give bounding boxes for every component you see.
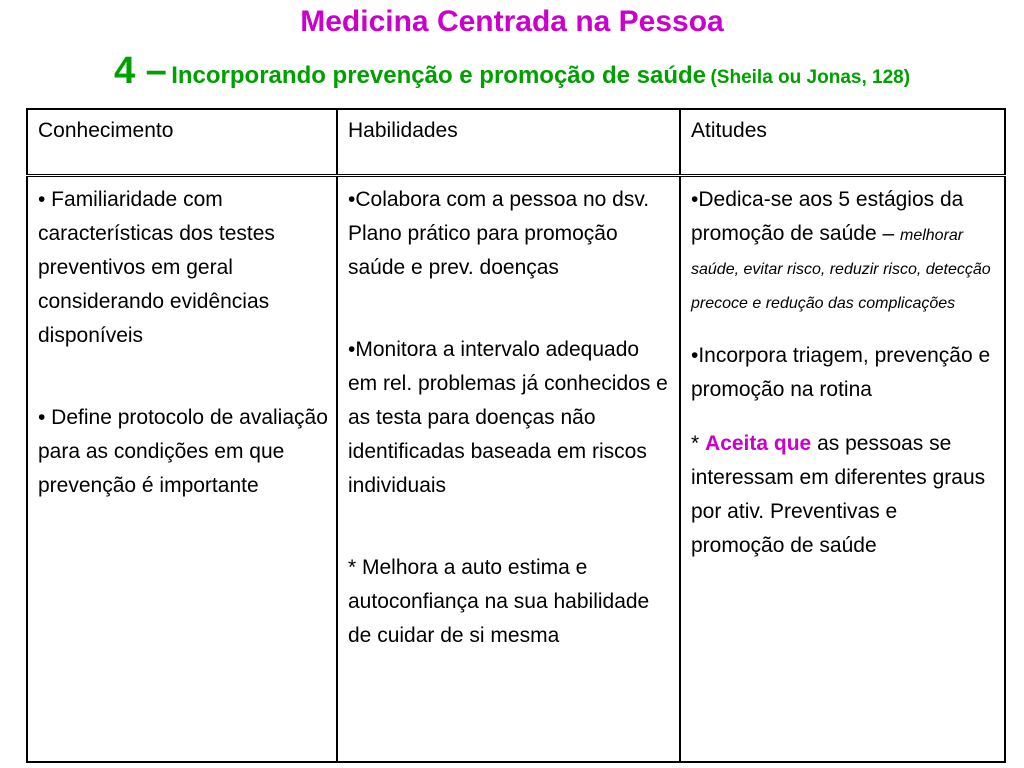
atitudes-item-3 [691, 427, 996, 563]
cell-atitudes [680, 176, 1005, 763]
cell-conhecimento [27, 176, 337, 763]
slide-subtitle [0, 48, 1024, 102]
habilidades-item-3: * Melhora a auto estima e autoconfiança na sua habilidade de cuidar de si mesma [348, 556, 650, 647]
atitudes-item-1-main: •Dedica-se aos 5 estágios da promoção de saúde – [691, 188, 964, 245]
conhecimento-item-1: • Familiaridade com características dos testes preventivos em geral considerando evidências disponíveis [38, 188, 275, 347]
subtitle-number: 4 – [113, 50, 167, 92]
atitudes-item-3-rest: as pessoas se interessam em diferentes graus por ativ. Preventivas e promoção de saúde [691, 432, 986, 557]
subtitle-text: Incorporando prevenção e promoção de saúde [171, 62, 707, 89]
slide-title: Medicina Centrada na Pessoa [300, 5, 724, 38]
conhecimento-item-2: • Define protocolo de avaliação para as condições em que prevenção é importante [38, 406, 328, 497]
competencies-table [26, 108, 1006, 763]
header-conhecimento: Conhecimento [27, 109, 337, 176]
atitudes-item-3-accent: Aceita que [705, 432, 812, 455]
table-body-row [27, 176, 1005, 763]
header-habilidades: Habilidades [337, 109, 680, 176]
atitudes-item-3-prefix: * [691, 432, 700, 455]
header-atitudes: Atitudes [680, 109, 1005, 176]
habilidades-item-1: •Colabora com a pessoa no dsv. Plano prático para promoção saúde e prev. doenças [348, 188, 650, 279]
atitudes-item-1-detail: melhorar saúde, evitar risco, reduzir risco, detecção precoce e redução das complicações [691, 227, 991, 312]
habilidades-item-2: •Monitora a intervalo adequado em rel. problemas já conhecidos e as testa para doenças não identificadas baseada em riscos individuais [348, 338, 668, 497]
table-header-row [27, 109, 1005, 176]
atitudes-item-1 [691, 183, 996, 319]
cell-habilidades [337, 176, 680, 763]
subtitle-reference: (Sheila ou Jonas, 128) [710, 67, 911, 88]
atitudes-item-2: •Incorpora triagem, prevenção e promoção na rotina [691, 344, 991, 401]
